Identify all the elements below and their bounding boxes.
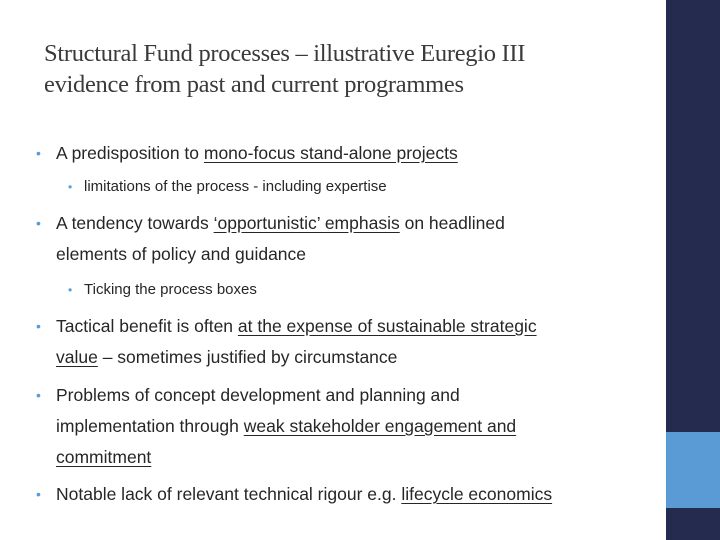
bullet-dot-icon: • <box>36 145 41 161</box>
bullet-3 <box>36 311 537 373</box>
sub-bullet-2-text: Ticking the process boxes <box>84 281 257 298</box>
bullet-5-text: Notable lack of relevant technical rigour e.g. <box>56 484 402 504</box>
sub-bullet-1-text: limitations of the process - including expertise <box>84 178 387 195</box>
bullet-1-text: A predisposition to <box>56 143 204 163</box>
bullet-dot-icon: • <box>36 486 41 502</box>
bullet-2-underlined: ‘opportunistic’ emphasis <box>213 213 400 233</box>
bullet-dot-icon: • <box>36 318 41 334</box>
bullet-4-line-3 <box>56 442 516 473</box>
bullet-dot-icon: • <box>36 215 41 231</box>
sub-bullet-dot-icon: • <box>68 180 73 194</box>
bullet-4 <box>36 380 517 473</box>
bullet-1 <box>36 138 458 169</box>
bullet-4-text-a: implementation through <box>56 416 244 436</box>
title-line-2: evidence from past and current programmes <box>44 71 464 98</box>
bullet-dot-icon: • <box>36 387 41 403</box>
bullet-2-line-2: elements of policy and guidance <box>56 244 307 264</box>
bullet-4-underlined-a: weak stakeholder engagement and <box>243 416 517 436</box>
sub-bullet-1 <box>68 177 387 197</box>
bullet-2 <box>36 208 505 270</box>
bullet-4-line-1: Problems of concept development and planning and <box>56 385 460 405</box>
bullet-5-underlined: lifecycle economics <box>401 484 553 504</box>
bullet-3-line-2 <box>56 342 537 373</box>
side-divider <box>664 0 666 540</box>
bullet-2-line-1 <box>56 208 505 239</box>
bullet-4-underlined-b: commitment <box>56 447 152 467</box>
bullet-4-line-2 <box>56 411 516 442</box>
bullet-3-underlined-b: value <box>56 347 98 367</box>
sub-bullet-2 <box>68 280 257 300</box>
side-accent-block <box>666 432 720 508</box>
bullet-3-text-b: – sometimes justified by circumstance <box>97 347 398 367</box>
bullet-3-line-1 <box>56 311 537 342</box>
bullet-5 <box>36 479 553 510</box>
bullet-3-text-a: Tactical benefit is often <box>56 316 238 336</box>
bullet-2-text-b: on headlined <box>399 213 505 233</box>
title-line-1: Structural Fund processes – illustrative Euregio III <box>44 40 526 67</box>
bullet-2-text-a: A tendency towards <box>56 213 214 233</box>
sub-bullet-dot-icon: • <box>68 283 73 297</box>
bullet-1-underlined: mono-focus stand-alone projects <box>203 143 458 163</box>
bullet-3-underlined-a: at the expense of sustainable strategic <box>237 316 537 336</box>
